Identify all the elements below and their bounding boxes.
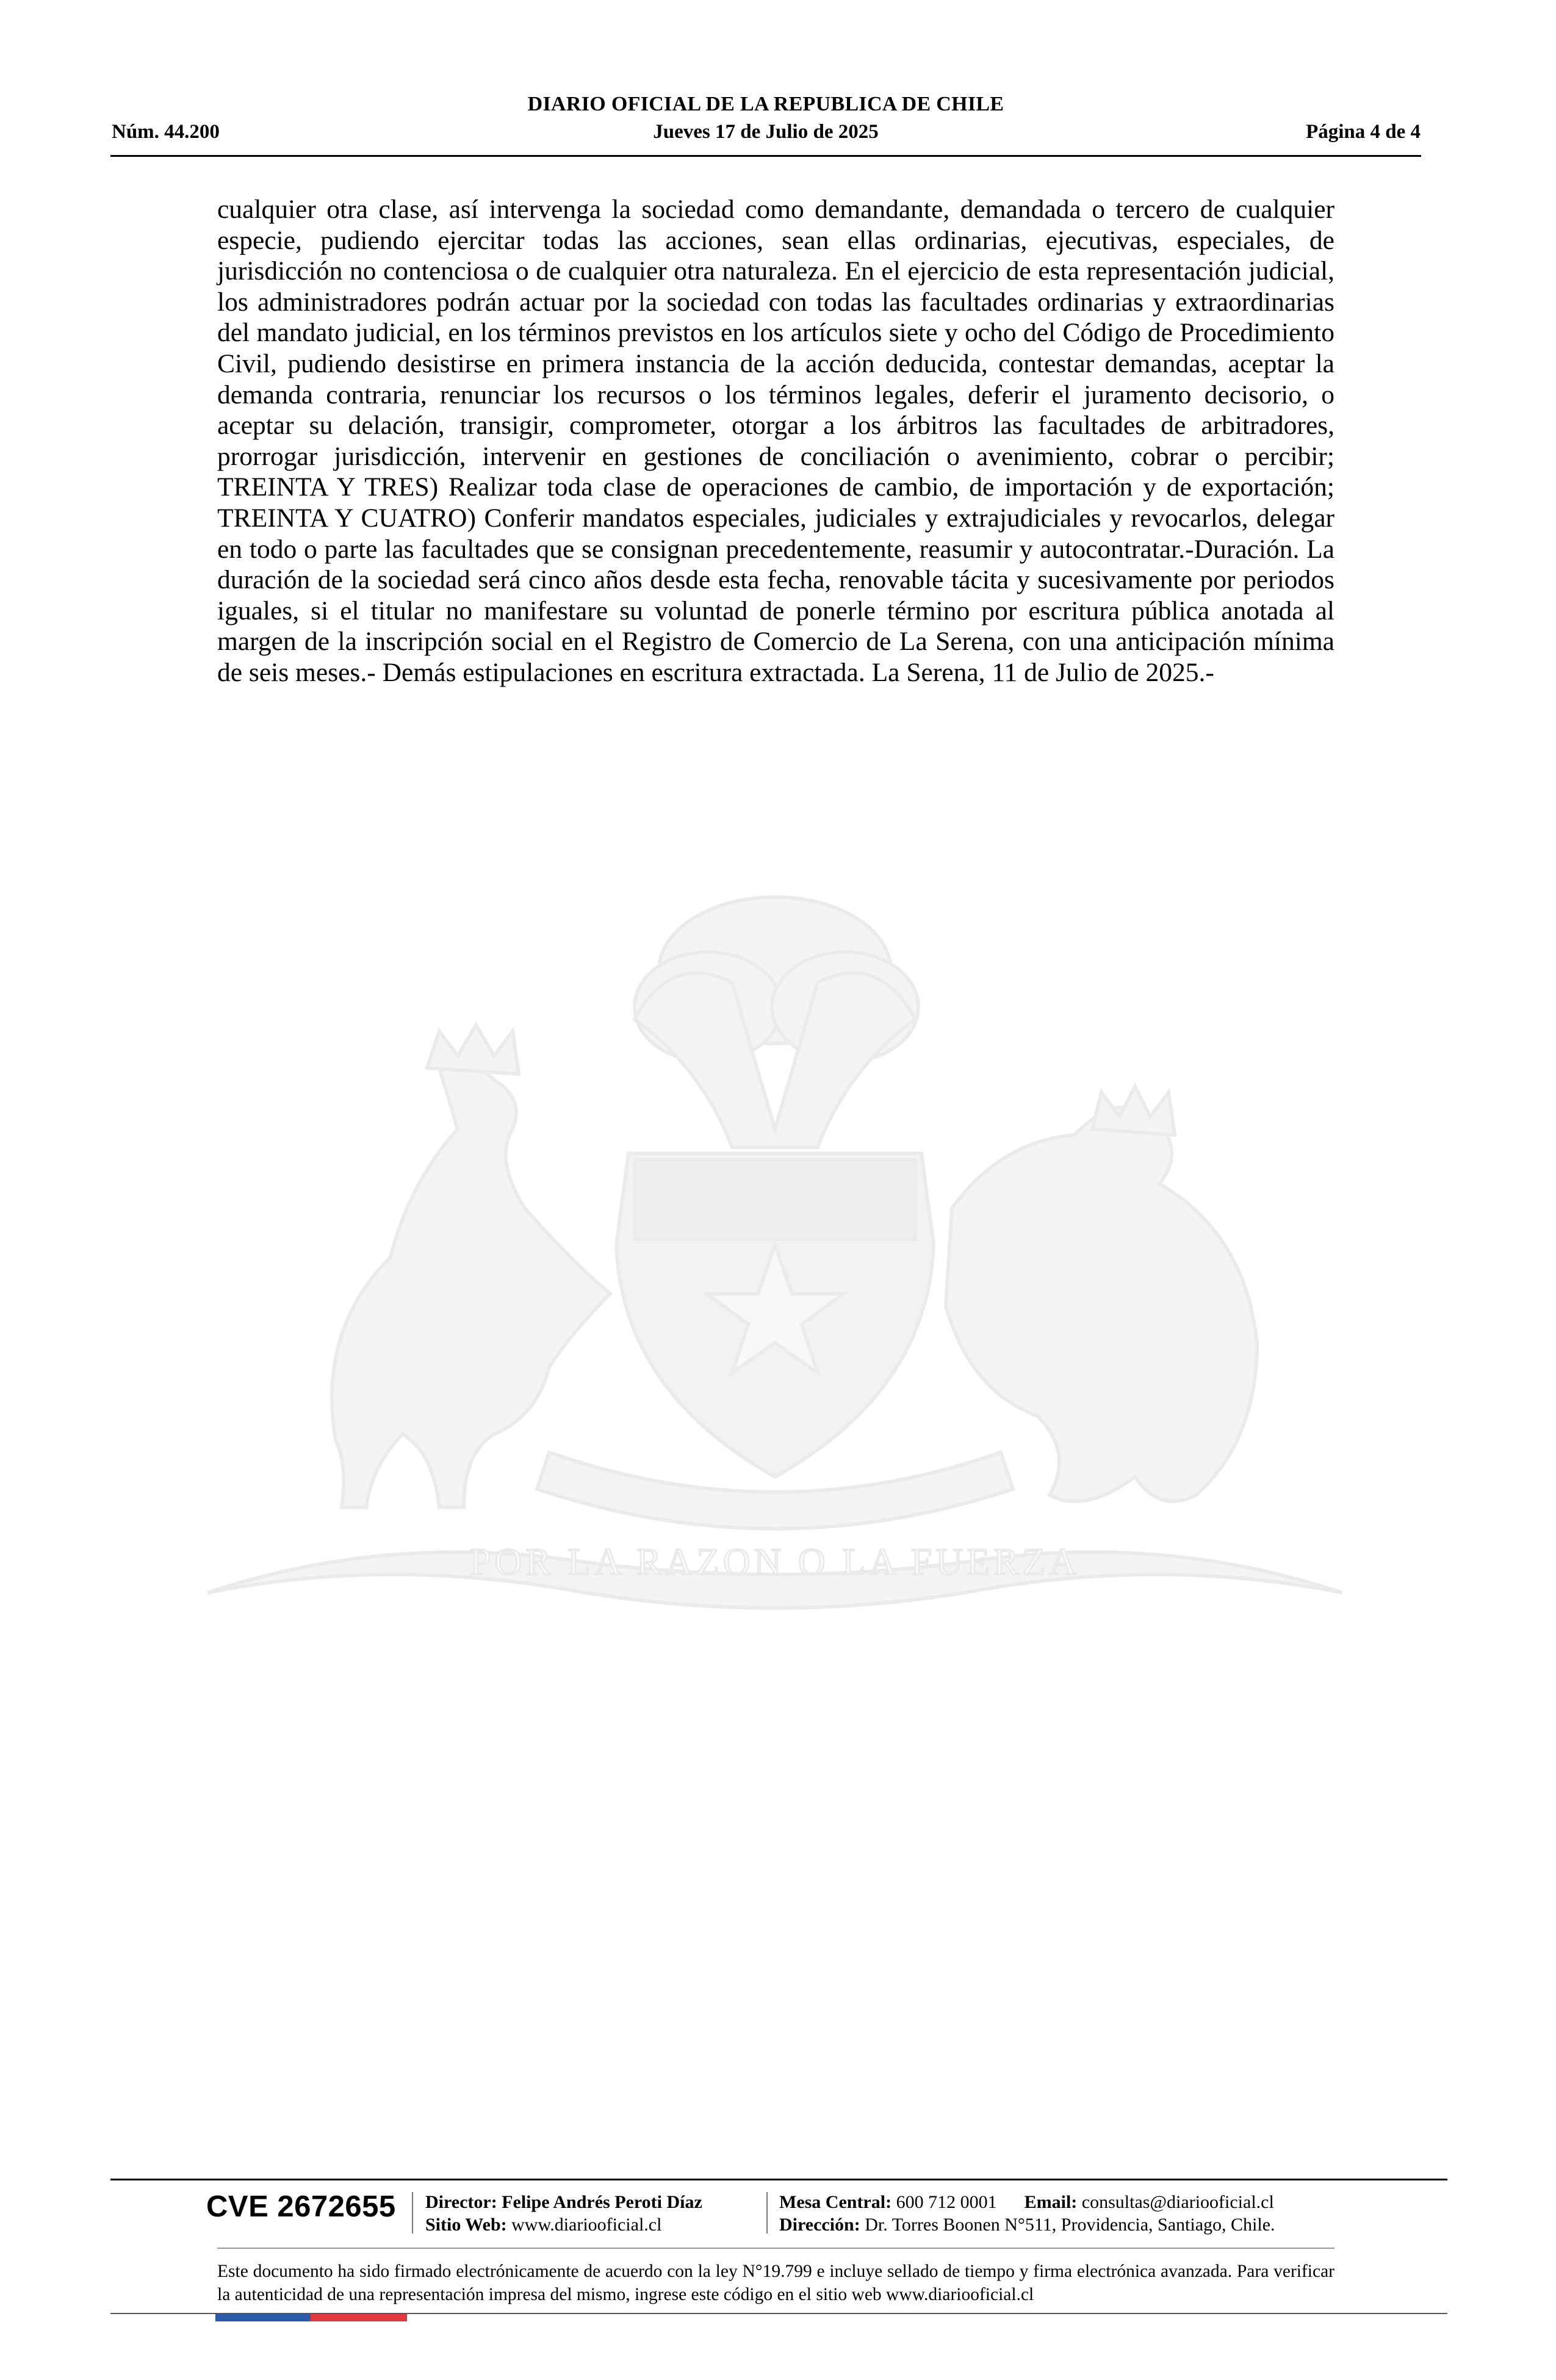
footer-director-block xyxy=(425,2191,702,2236)
legal-notice: Este documento ha sido firmado electrónicamente de acuerdo con la ley N°19.799 e incluye sellado de tiempo y firma electrónica avanzada. Para verificar la autenticidad de una representación impresa del mismo, ingrese este código en el sitio web www.diariooficial.cl xyxy=(217,2262,1334,2304)
cve-code: CVE 2672655 xyxy=(206,2190,396,2223)
director-label: Director: xyxy=(425,2192,497,2212)
document-body-text: cualquier otra clase, así intervenga la sociedad como demandante, demandada o tercero de cualquier especie, pudiendo ejercitar todas las acciones, sean ellas ordinarias, ejecutivas, especiales, de jurisdicción no contenciosa o de cualquier otra naturaleza. En el ejercicio de esta representación judicial, los administradores podrán actuar por la sociedad con todas las facultades ordinarias y extraordinarias del mandato judicial, en los términos previstos en los artículos siete y ocho del Código de Procedimiento Civil, pudiendo desistirse en primera instancia de la acción deducida, contestar demandas, aceptar la demanda contraria, renunciar los recursos o los términos legales, deferir el juramento decisorio, o aceptar su delación, transigir, comprometer, otorgar a los árbitros las facultades de arbitradores, prorrogar jurisdicción, intervenir en gestiones de conciliación o avenimiento, cobrar o percibir; TREINTA Y TRES) Realizar toda clase de operaciones de cambio, de importación y de exportación; TREINTA Y CUATRO) Conferir mandatos especiales, judiciales y extrajudiciales y revocarlos, delegar en todo o parte las facultades que se consignan precedentemente, reasumir y autocontratar.-Duración. La duración de la sociedad será cinco años desde esta fecha, renovable tácita y sucesivamente por periodos iguales, si el titular no manifestare su voluntad de ponerle término por escritura pública anotada al margen de la inscripción social en el Registro de Comercio de La Serena, con una anticipación mínima de seis meses.- Demás estipulaciones en escritura extractada. La Serena, 11 de Julio de 2025.- xyxy=(217,195,1334,687)
flag-stripe-red xyxy=(311,2314,407,2321)
issue-number: Núm. 44.200 xyxy=(112,121,220,143)
footer-separator xyxy=(766,2192,768,2234)
footer-contact-block xyxy=(779,2191,1275,2236)
publication-date: Jueves 17 de Julio de 2025 xyxy=(653,121,879,143)
address-label: Dirección: xyxy=(779,2215,860,2235)
coat-of-arms-motto: POR LA RAZON O LA FUERZA xyxy=(469,1542,1081,1583)
phone-label: Mesa Central: xyxy=(779,2192,892,2212)
flag-stripe-blue xyxy=(215,2314,311,2321)
website-link[interactable]: www.diariooficial.cl xyxy=(511,2215,662,2235)
website-label: Sitio Web: xyxy=(425,2215,507,2235)
email-label: Email: xyxy=(1024,2192,1078,2212)
address-value: Dr. Torres Boonen N°511, Providencia, Santiago, Chile. xyxy=(865,2215,1275,2235)
footer-separator xyxy=(412,2192,413,2234)
footer-divider-mid xyxy=(217,2248,1334,2249)
header-divider xyxy=(110,155,1421,157)
director-name: Felipe Andrés Peroti Díaz xyxy=(502,2192,702,2212)
newspaper-title: DIARIO OFICIAL DE LA REPUBLICA DE CHILE xyxy=(527,93,1004,115)
footer-divider-top xyxy=(110,2179,1447,2180)
phone-number: 600 712 0001 xyxy=(896,2192,997,2212)
chile-coat-of-arms-icon xyxy=(207,867,1342,1672)
email-link[interactable]: consultas@diariooficial.cl xyxy=(1081,2192,1274,2212)
page-indicator: Página 4 de 4 xyxy=(1306,121,1421,143)
